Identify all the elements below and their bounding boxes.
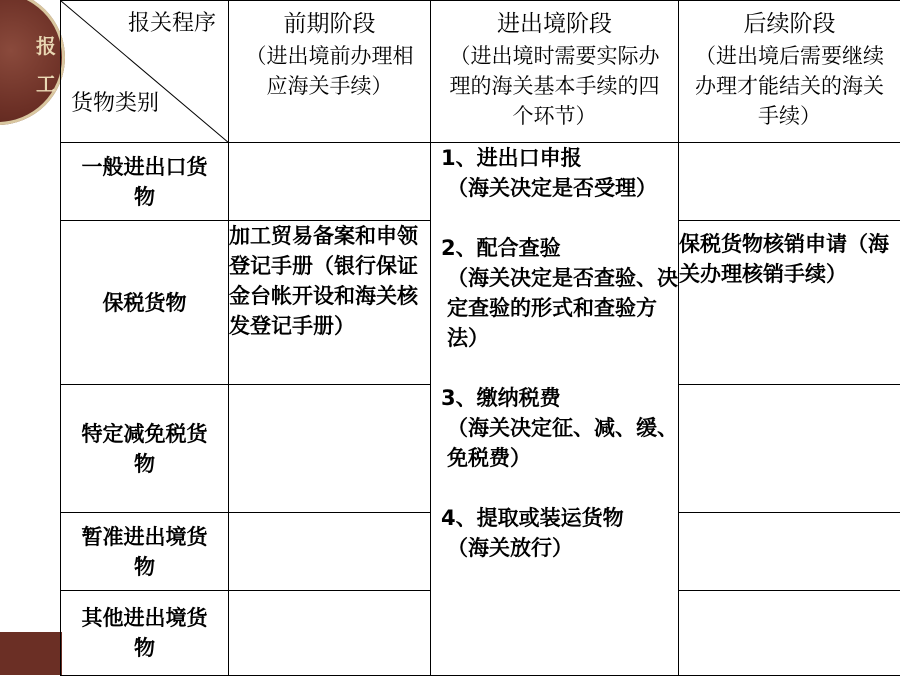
entry-stage-title: 进出境阶段 — [431, 1, 678, 41]
customs-procedure-table — [60, 0, 900, 676]
header-category-label: 货物类别 — [71, 89, 159, 119]
header-row — [61, 1, 900, 143]
step-title: 1、进出口申报 — [431, 143, 678, 173]
step-item — [431, 503, 678, 563]
step-title: 3、缴纳税费 — [431, 383, 678, 413]
post-stage-subtitle: （进出境后需要继续办理才能结关的海关手续） — [679, 41, 900, 131]
step-item — [431, 383, 678, 473]
post-stage-title: 后续阶段 — [679, 1, 900, 41]
deco-char-2: 工 — [36, 68, 56, 97]
category-reduced-tax: 特定减免税货物 — [61, 385, 229, 513]
header-procedure-label: 报关程序 — [128, 9, 216, 39]
step-item — [431, 143, 678, 203]
pre-cell-bonded: 加工贸易备案和申领登记手册（银行保证金台帐开设和海关核发登记手册） — [229, 221, 431, 385]
deco-char-1: 报 — [36, 30, 56, 59]
entry-stage-subtitle: （进出境时需要实际办理的海关基本手续的四个环节） — [431, 41, 678, 131]
step-note: （海关放行） — [431, 533, 678, 563]
post-cell-reduced-tax — [679, 385, 900, 513]
pre-cell-temporary — [229, 513, 431, 591]
entry-steps-cell — [431, 143, 679, 676]
header-pre-stage — [229, 1, 431, 143]
category-other: 其他进出境货物 — [61, 591, 229, 676]
bottom-decoration — [0, 632, 62, 675]
pre-cell-other — [229, 591, 431, 676]
post-cell-temporary — [679, 513, 900, 591]
post-cell-bonded: 保税货物核销申请（海关办理核销手续） — [679, 221, 900, 385]
step-title: 4、提取或装运货物 — [431, 503, 678, 533]
pre-cell-general — [229, 143, 431, 221]
step-note: （海关决定是否受理） — [431, 173, 678, 203]
post-cell-general — [679, 143, 900, 221]
pre-stage-subtitle: （进出境前办理相应海关手续） — [229, 41, 430, 101]
step-note: （海关决定征、减、缓、免税费） — [431, 413, 678, 473]
step-title: 2、配合查验 — [431, 233, 678, 263]
pre-cell-reduced-tax — [229, 385, 431, 513]
header-entry-stage — [431, 1, 679, 143]
step-note: （海关决定是否查验、决定查验的形式和查验方法） — [431, 263, 678, 353]
category-general: 一般进出口货物 — [61, 143, 229, 221]
header-post-stage — [679, 1, 900, 143]
step-item — [431, 233, 678, 353]
category-temporary: 暂准进出境货物 — [61, 513, 229, 591]
diagonal-header-cell — [61, 1, 229, 143]
post-cell-other — [679, 591, 900, 676]
category-bonded: 保税货物 — [61, 221, 229, 385]
pre-stage-title: 前期阶段 — [229, 1, 430, 41]
table-row — [61, 143, 900, 221]
